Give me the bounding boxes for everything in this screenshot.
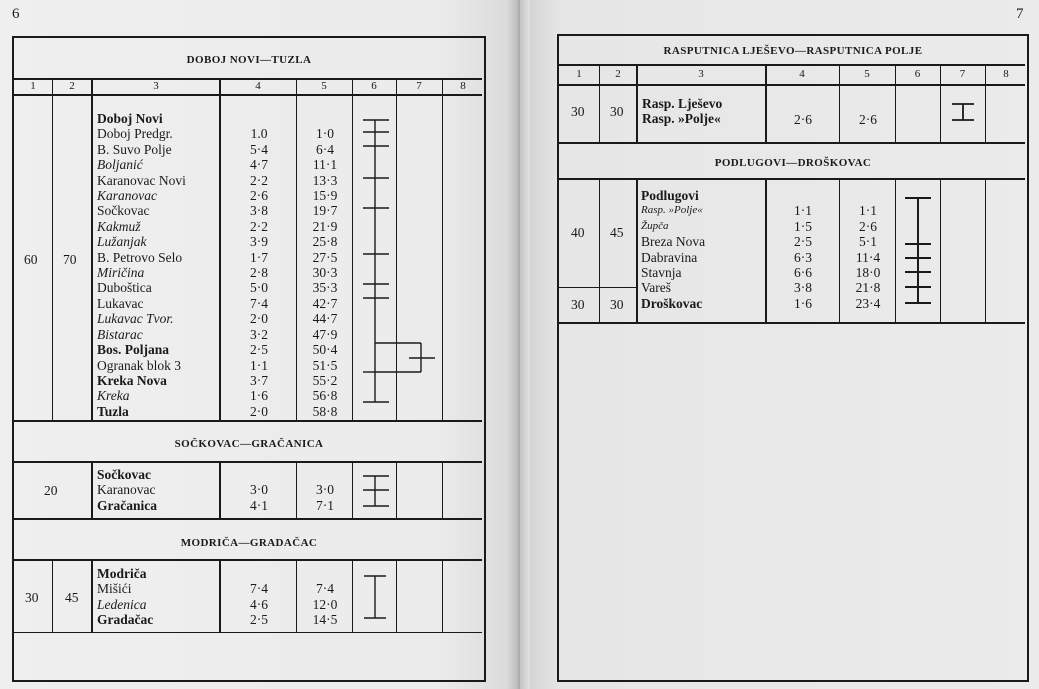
distance: 2·5 [250,342,268,358]
distance: 1·1 [794,203,812,219]
station-name: Boljanić [97,157,143,173]
cumulative-distance: 51·5 [312,357,338,373]
cumulative-distance: 15·9 [312,188,338,204]
cumulative-distance: 5·1 [859,234,877,250]
station-name: Tuzla [97,403,129,419]
col-number: 1 [576,68,582,80]
cumulative-distance: 7·4 [316,581,334,597]
col-number: 6 [914,68,921,80]
cumulative-distance: 21·8 [855,280,881,296]
distance: 4·1 [250,497,268,513]
station-name: Doboj Novi [97,111,163,126]
cumulative-distance: 18·0 [855,265,881,281]
distance: 6·6 [794,265,812,281]
col-number: 3 [698,68,704,80]
cumulative-distance: 23·4 [855,295,881,311]
station-name: Sočkovac [97,203,150,219]
station-name: Kakmuž [97,218,141,234]
station-name: Miričina [97,265,145,281]
distance: 3·8 [250,203,268,219]
podlugovi-col2a-value: 45 [610,225,624,240]
distance: 3·7 [250,372,268,388]
modrica-col2-value: 45 [65,590,79,605]
col-number: 7 [416,80,422,92]
page-number-left: 6 [12,6,20,22]
station-name: Droškovac [641,295,703,311]
station-name: Doboj Predgr. [97,126,173,142]
distance: 1·6 [794,295,812,311]
cumulative-distance: 14·5 [312,612,338,628]
podlugovi-col1b-value: 30 [571,297,585,312]
col-number: 5 [321,80,327,92]
distance: 2·8 [250,265,268,281]
track-line-podlugovi [905,198,931,303]
station-name: Rasp. »Polje« [642,111,721,127]
cumulative-distance: 11·4 [855,249,881,265]
cumulative-distance: 11·1 [312,157,338,173]
distance: 3·8 [794,280,812,296]
station-name: Rasp. Lješevo [642,96,723,111]
cumulative-distance: 19·7 [312,203,338,219]
col-number: 1 [30,80,36,92]
distance: 2·5 [250,612,268,628]
distance: 7·4 [250,581,268,597]
doboj-tuzla-col2-value: 70 [63,252,77,267]
station-name: Modriča [97,566,147,581]
cumulative-distance: 47·9 [312,326,338,342]
cumulative-distance: 2·6 [859,112,877,127]
cumulative-distance: 50·4 [312,342,338,358]
station-name: B. Suvo Polje [97,141,172,157]
doboj-tuzla-col1-value: 60 [24,252,38,267]
col-number: 6 [371,80,377,92]
station-name: Karanovac Novi [97,172,186,188]
col-number: 2 [615,68,621,80]
col-number: 8 [1003,68,1009,80]
cumulative-distance: 35·3 [312,280,338,296]
rasputnica-col1-value: 30 [571,104,585,119]
cumulative-distance: 2·6 [859,218,877,234]
distance: 4·6 [250,596,268,612]
distance: 3·0 [250,482,268,498]
cumulative-distance: 21·9 [312,218,338,234]
cumulative-distance: 3·0 [316,482,334,498]
rasputnica-col2-value: 30 [610,104,624,119]
modrica-col1-value: 30 [25,590,39,605]
col-number: 5 [864,68,870,80]
cumulative-distance: 44·7 [312,311,338,327]
cumulative-distance: 6·4 [316,141,334,157]
section-title-sockovac-gracanica: SOČKOVAC—GRAČANICA [174,438,324,450]
distance: 5·0 [250,280,268,296]
page-number-right: 7 [1016,6,1024,22]
distance: 2·2 [250,218,268,234]
podlugovi-col1a-value: 40 [571,225,585,240]
section-title-modrica-gradacac: MODRIČA—GRADAČAC [180,537,318,549]
distance: 2·0 [250,311,268,327]
cumulative-distance: 12·0 [312,596,338,612]
track-line-sockovac-gracanica [363,476,389,506]
col-number: 7 [959,68,966,80]
distance: 1.0 [250,126,268,142]
cumulative-distance: 7·1 [316,497,334,513]
cumulative-distance: 13·3 [312,172,338,188]
distance: 5·4 [250,141,268,157]
section-title-rasputnica: RASPUTNICA LJEŠEVO—RASPUTNICA POLJE [663,45,923,57]
cumulative-distance: 27·5 [312,249,338,265]
track-line-modrica-gradacac [364,576,386,618]
station-name: B. Petrovo Selo [97,249,183,265]
cumulative-distance: 42·7 [312,295,338,311]
col-number: 8 [460,80,466,92]
station-name: Breza Nova [641,234,706,250]
podlugovi-col2b-value: 30 [610,297,624,312]
station-name: Karanovac [97,482,156,498]
cumulative-distance: 30·3 [312,265,338,281]
station-name: Ledenica [97,596,147,612]
distance: 1·6 [250,388,268,404]
station-name: Lužanjak [97,234,147,250]
station-name: Župča [641,219,669,232]
col-number: 4 [255,80,261,92]
sockovac-col12-value: 20 [44,483,58,498]
station-name: Gračanica [97,497,157,513]
distance: 1·5 [794,218,812,234]
station-name: Vareš [641,280,671,296]
distance: 2·0 [250,403,268,419]
station-name: Kreka [97,388,130,404]
cumulative-distance: 25·8 [312,234,338,250]
cumulative-distance: 58·8 [312,403,338,419]
distance: 6·3 [794,249,812,265]
station-name: Bistarac [97,326,143,342]
col-number: 2 [69,80,75,92]
track-line-rasputnica [952,104,974,120]
distance: 3·2 [250,326,268,342]
station-name: Stavnja [641,265,682,281]
station-name: Duboštica [97,280,152,296]
distance: 2·2 [250,172,268,188]
col-number: 4 [799,68,805,80]
station-name: Ogranak blok 3 [97,357,181,373]
station-name: Lukavac Tvor. [97,311,174,327]
cumulative-distance: 56·8 [312,388,338,404]
station-name: Podlugovi [641,188,699,203]
station-name: Gradačac [97,612,154,628]
distance: 4·7 [250,157,268,173]
distance: 7·4 [250,295,268,311]
track-line-doboj-tuzla [363,120,435,402]
station-name: Lukavac [97,295,144,311]
section-title-doboj-tuzla: DOBOJ NOVI—TUZLA [186,54,312,66]
station-name: Mišići [97,581,132,597]
distance: 3·9 [250,234,268,250]
station-name: Sočkovac [97,467,151,482]
distance: 2·6 [794,112,812,127]
station-name: Karanovac [97,188,157,204]
section-title-podlugovi-droskovac: PODLUGOVI—DROŠKOVAC [714,157,872,169]
distance: 1·1 [250,357,268,373]
col-number: 3 [153,80,159,92]
cumulative-distance: 1·1 [859,203,877,219]
cumulative-distance: 1·0 [316,126,334,142]
cumulative-distance: 55·2 [312,372,338,388]
station-name: Dabravina [641,249,698,265]
station-name: Bos. Poljana [97,342,170,358]
distance: 2·5 [794,234,812,250]
station-name: Rasp. »Polje« [641,204,703,217]
station-name: Kreka Nova [97,372,167,388]
distance: 1·7 [250,249,268,265]
distance: 2·6 [250,188,268,204]
